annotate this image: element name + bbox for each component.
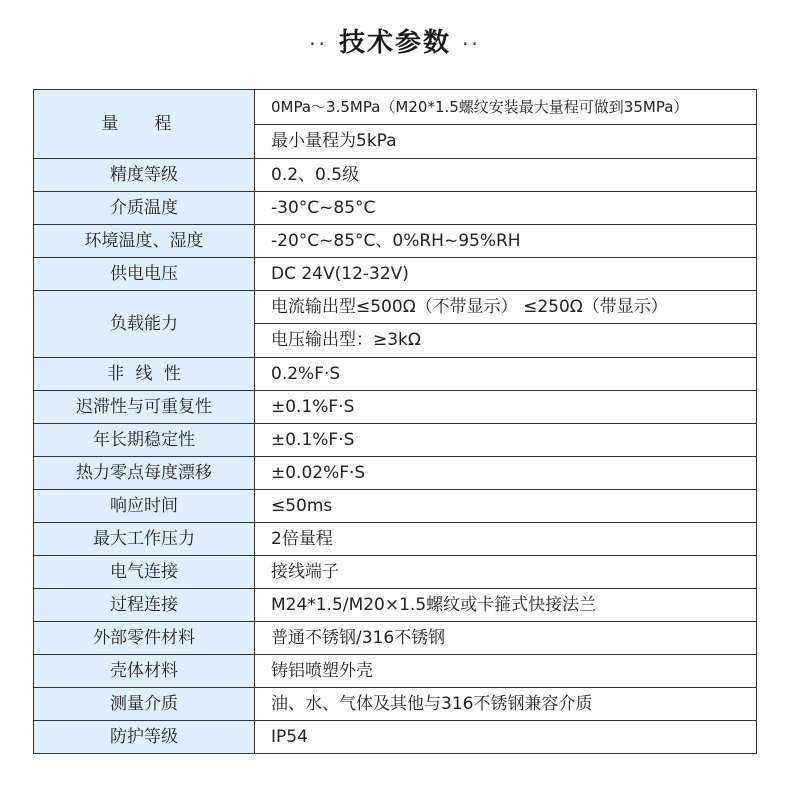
row-label-load: 负载能力 (34, 291, 255, 358)
table-row (34, 159, 757, 192)
row-value-medium-temp: -30°C~85°C (255, 192, 757, 225)
row-value-supply: DC 24V(12-32V) (255, 258, 757, 291)
row-value-stability: ±0.1%F·S (255, 424, 757, 457)
row-label-medium: 测量介质 (34, 688, 255, 721)
row-value-range-2: 最小量程为5kPa (255, 125, 757, 159)
row-label-medium-temp: 介质温度 (34, 192, 255, 225)
title-dots-left: ·· (309, 32, 328, 56)
row-label-ambient: 环境温度、湿度 (34, 225, 255, 258)
table-row (34, 424, 757, 457)
row-value-medium: 油、水、气体及其他与316不锈钢兼容介质 (255, 688, 757, 721)
table-row (34, 391, 757, 424)
table-row (34, 258, 757, 291)
table-row (34, 556, 757, 589)
table-row (34, 721, 757, 754)
row-label-response: 响应时间 (34, 490, 255, 523)
row-value-parts-material: 普通不锈钢/316不锈钢 (255, 622, 757, 655)
row-label-zero-drift: 热力零点每度漂移 (34, 457, 255, 490)
row-value-range-1: 0MPa～3.5MPa（M20*1.5螺纹安装最大量程可做到35MPa） (255, 90, 757, 125)
row-label-protection: 防护等级 (34, 721, 255, 754)
row-label-hysteresis: 迟滞性与可重复性 (34, 391, 255, 424)
row-label-supply: 供电电压 (34, 258, 255, 291)
table-row (34, 622, 757, 655)
row-label-parts-material: 外部零件材料 (34, 622, 255, 655)
row-label-accuracy: 精度等级 (34, 159, 255, 192)
table-row (34, 523, 757, 556)
row-value-protection: IP54 (255, 721, 757, 754)
row-value-electrical: 接线端子 (255, 556, 757, 589)
row-value-housing: 铸铝喷塑外壳 (255, 655, 757, 688)
table-row (34, 358, 757, 391)
row-label-housing: 壳体材料 (34, 655, 255, 688)
table-row (34, 192, 757, 225)
table-row (34, 688, 757, 721)
table-row (34, 225, 757, 258)
spec-table (33, 89, 757, 754)
row-value-zero-drift: ±0.02%F·S (255, 457, 757, 490)
table-row (34, 655, 757, 688)
row-value-load-2: 电压输出型：≥3kΩ (255, 324, 757, 358)
title-dots-right: ·· (462, 32, 481, 56)
table-row (34, 90, 757, 125)
row-value-ambient: -20°C~85°C、0%RH~95%RH (255, 225, 757, 258)
page-title (0, 22, 790, 59)
row-value-nonlinearity: 0.2%F·S (255, 358, 757, 391)
title-text: 技术参数 (338, 28, 451, 58)
row-label-electrical: 电气连接 (34, 556, 255, 589)
table-row (34, 589, 757, 622)
row-value-response: ≤50ms (255, 490, 757, 523)
row-value-accuracy: 0.2、0.5级 (255, 159, 757, 192)
table-row (34, 291, 757, 324)
row-label-stability: 年长期稳定性 (34, 424, 255, 457)
row-label-nonlinearity: 非 线 性 (34, 358, 255, 391)
row-value-hysteresis: ±0.1%F·S (255, 391, 757, 424)
row-label-max-pressure: 最大工作压力 (34, 523, 255, 556)
row-value-max-pressure: 2倍量程 (255, 523, 757, 556)
table-row (34, 457, 757, 490)
table-row (34, 490, 757, 523)
row-value-process: M24*1.5/M20×1.5螺纹或卡箍式快接法兰 (255, 589, 757, 622)
row-label-range: 量 程 (34, 90, 255, 159)
row-value-load-1: 电流输出型≤500Ω（不带显示） ≤250Ω（带显示） (255, 291, 757, 324)
row-label-process: 过程连接 (34, 589, 255, 622)
